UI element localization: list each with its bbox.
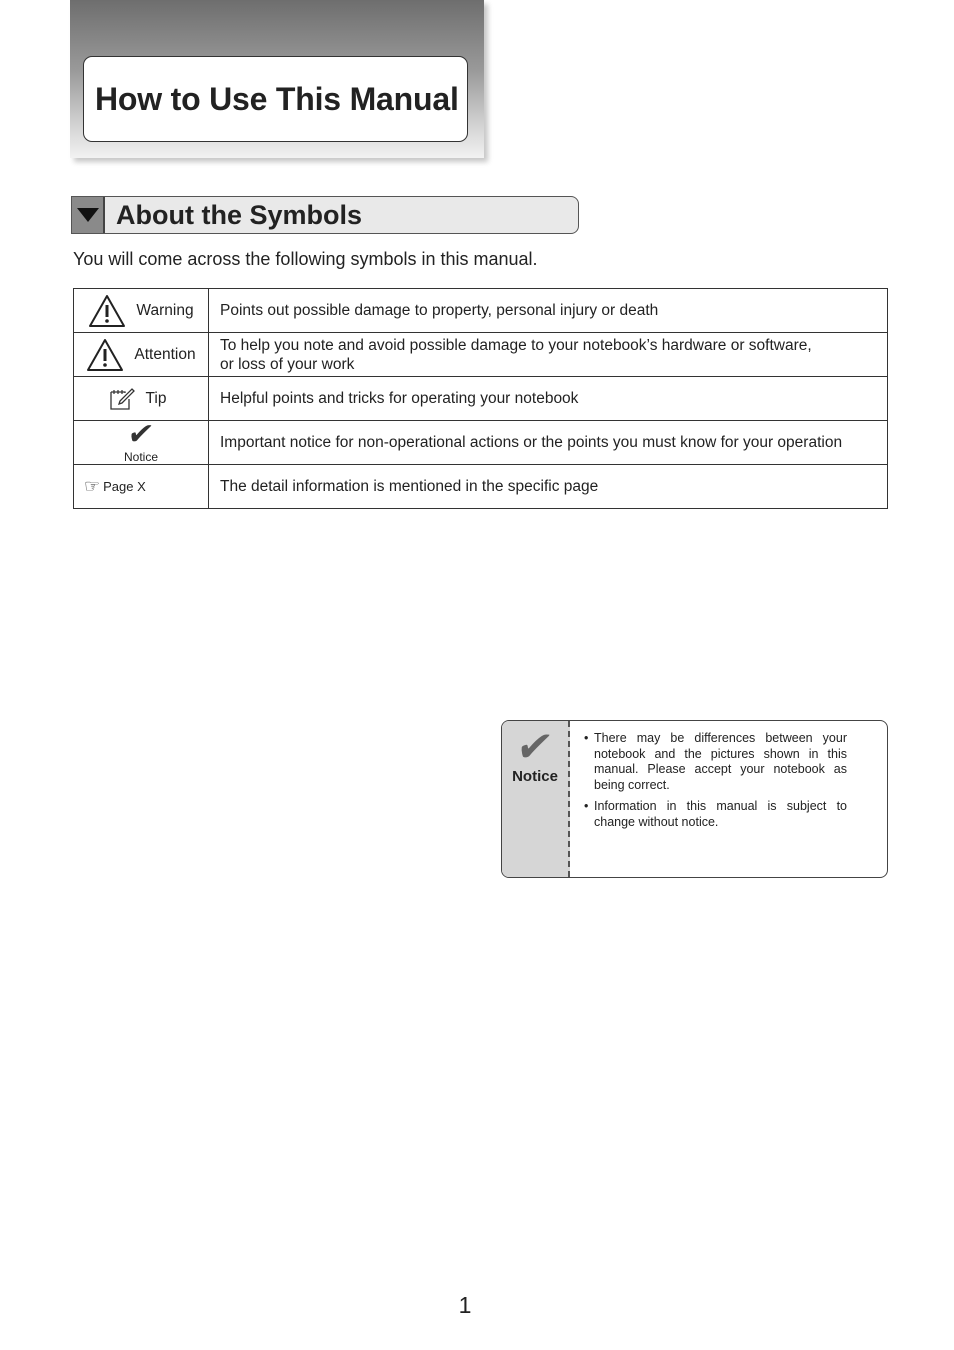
table-row (74, 289, 888, 333)
notice-label: Notice (512, 768, 558, 785)
section-header (71, 196, 579, 234)
notice-content (570, 721, 887, 877)
table-row (74, 377, 888, 421)
list-item: • Information in this manual is subject to change without notice. (584, 799, 847, 829)
notice-item-text: There may be differences between your notebook and the pictures shown in this manual. Please accept your notebook as being correct. (594, 731, 847, 792)
symbol-description (209, 333, 888, 377)
table-row (74, 333, 888, 377)
table-row (74, 465, 888, 509)
symbol-description: Helpful points and tricks for operating your notebook (209, 377, 888, 421)
checkmark-icon: ✔ (513, 723, 557, 770)
symbol-cell (74, 333, 209, 377)
symbols-table (73, 288, 888, 509)
list-item: • There may be differences between your notebook and the pictures shown in this manual. Please accept your notebook as being correct. (584, 731, 847, 792)
triangle-down-icon (72, 197, 105, 233)
symbol-cell (74, 465, 209, 509)
title-box (83, 56, 468, 142)
notepad-pencil-icon (108, 387, 136, 411)
symbol-label: Notice (123, 450, 158, 464)
warning-triangle-icon (86, 338, 124, 372)
notice-box (501, 720, 888, 878)
page-title: How to Use This Manual (95, 80, 459, 117)
intro-text: You will come across the following symbols in this manual. (73, 249, 538, 269)
symbol-label: Attention (134, 345, 196, 363)
description-line: or loss of your work (220, 355, 355, 373)
symbol-cell (74, 289, 209, 333)
symbol-label: Page X (103, 479, 146, 494)
symbol-description: Important notice for non-operational actions or the points you must know for your operation (209, 421, 888, 465)
symbol-cell (74, 377, 209, 421)
description-line: To help you note and avoid possible damage to your notebook’s hardware or software, (220, 336, 812, 354)
notice-sidebar (502, 721, 570, 877)
section-title: About the Symbols (116, 199, 363, 230)
symbol-description: The detail information is mentioned in the specific page (209, 465, 888, 509)
symbol-description: Points out possible damage to property, personal injury or death (209, 289, 888, 333)
symbol-label: Tip (145, 389, 167, 407)
notice-item-text: Information in this manual is subject to change without notice. (594, 799, 847, 829)
checkmark-icon: ✔ (125, 418, 157, 451)
page-number: 1 (458, 1292, 472, 1318)
table-row (74, 421, 888, 465)
pointing-hand-icon: ☞ (84, 476, 101, 496)
symbol-cell (74, 418, 209, 465)
warning-triangle-icon (88, 294, 126, 328)
symbol-label: Warning (136, 301, 194, 319)
